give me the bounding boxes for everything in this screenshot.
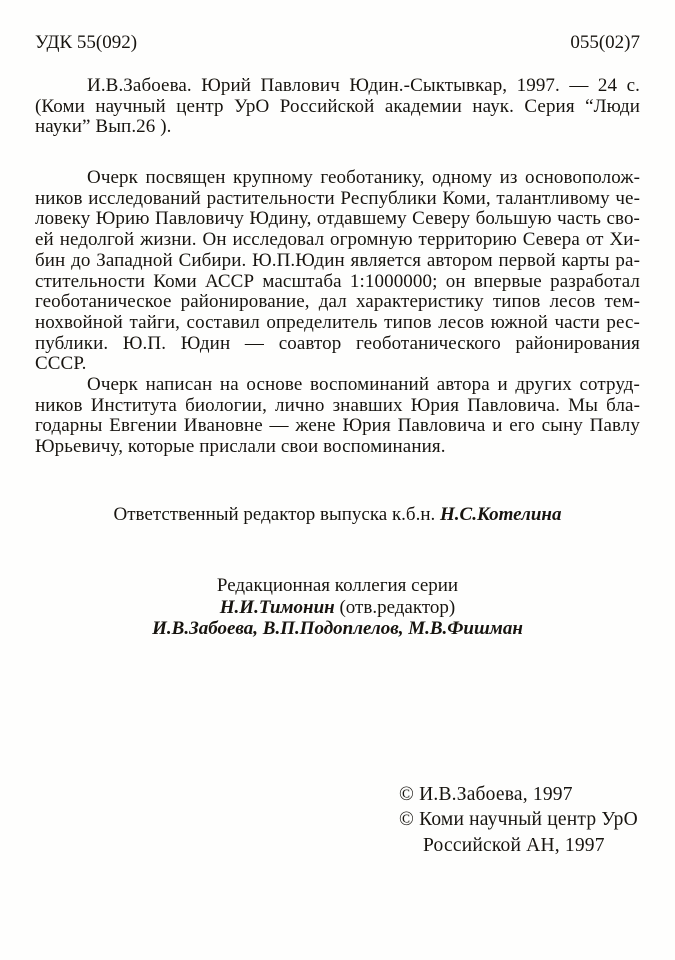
editorial-board [35,575,640,640]
text-line: © И.В.Забоева, 1997 [399,784,573,805]
text-line: годарны Евгении Ивановне — жене Юрия Павловича и его сыну Павлу [35,415,640,437]
udc-code: УДК 55(092) [35,32,138,53]
editorial-board-chief-name: Н.И.Тимонин [219,596,335,618]
text-line: Очерк написан на основе воспоминаний автора и других сотруд- [87,374,640,395]
copyright-block [399,782,659,858]
responsible-editor-name: Н.С.Котелина [440,504,562,525]
text-line: ников исследований растительности Республики Коми, талантливому че- [35,187,640,209]
bibliographic-entry [35,76,640,138]
acknowledgment-paragraph [35,375,640,458]
text-line: публики. Ю.П. Юдин — соавтор геоботанического районирования [35,332,640,354]
editorial-board-chief-role: (отв.редактор) [334,596,456,618]
text-line: геоботаническое районирование, дал характеристику типов лесов тем- [35,291,640,313]
text-line: ей недолгой жизни. Он исследовал огромную территорию Севера от Хи- [35,229,640,251]
text-line: И.В.Забоева. Юрий Павлович Юдин.-Сыктывкар, 1997. — 24 с. [87,75,640,96]
text-line: стительности Коми АССР масштаба 1:1000000; он впервые разработал [35,270,640,292]
text-line: ловеку Юрию Павловичу Юдину, отдавшему Северу большую часть сво- [35,208,640,230]
editorial-board-heading: Редакционная коллегия серии [216,575,459,596]
text-line: © Коми научный центр УрО [399,809,638,831]
abstract-paragraph [35,168,640,375]
text-line: нохвойной тайги, составил определитель типов лесов южной части рес- [35,311,640,333]
text-line: науки” Вып.26 ). [35,116,172,138]
series-code: 055(02)7 [570,32,640,53]
classification-header [35,32,640,54]
text-line: Российской АН, 1997 [423,834,605,856]
text-line: Очерк посвящен крупному геоботанику, одному из основополож- [87,167,640,188]
responsible-editor-line [35,504,640,526]
text-line: (Коми научный центр УрО Российской академии наук. Серия “Люди [35,95,640,117]
editorial-board-chief-line [35,597,640,619]
text-line: СССР. [35,353,87,375]
responsible-editor-prefix: Ответственный редактор выпуска к.б.н. [113,504,441,525]
text-line: ников Института биологии, лично знавших Юрия Павловича. Мы бла- [35,394,640,416]
text-line: Юрьевичу, которые прислали свои воспоминания. [35,436,446,458]
editorial-board-members: И.В.Забоева, В.П.Подоплелов, М.В.Фишман [152,618,523,640]
text-line: бин до Западной Сибири. Ю.П.Юдин является автором первой карты ра- [35,249,640,271]
